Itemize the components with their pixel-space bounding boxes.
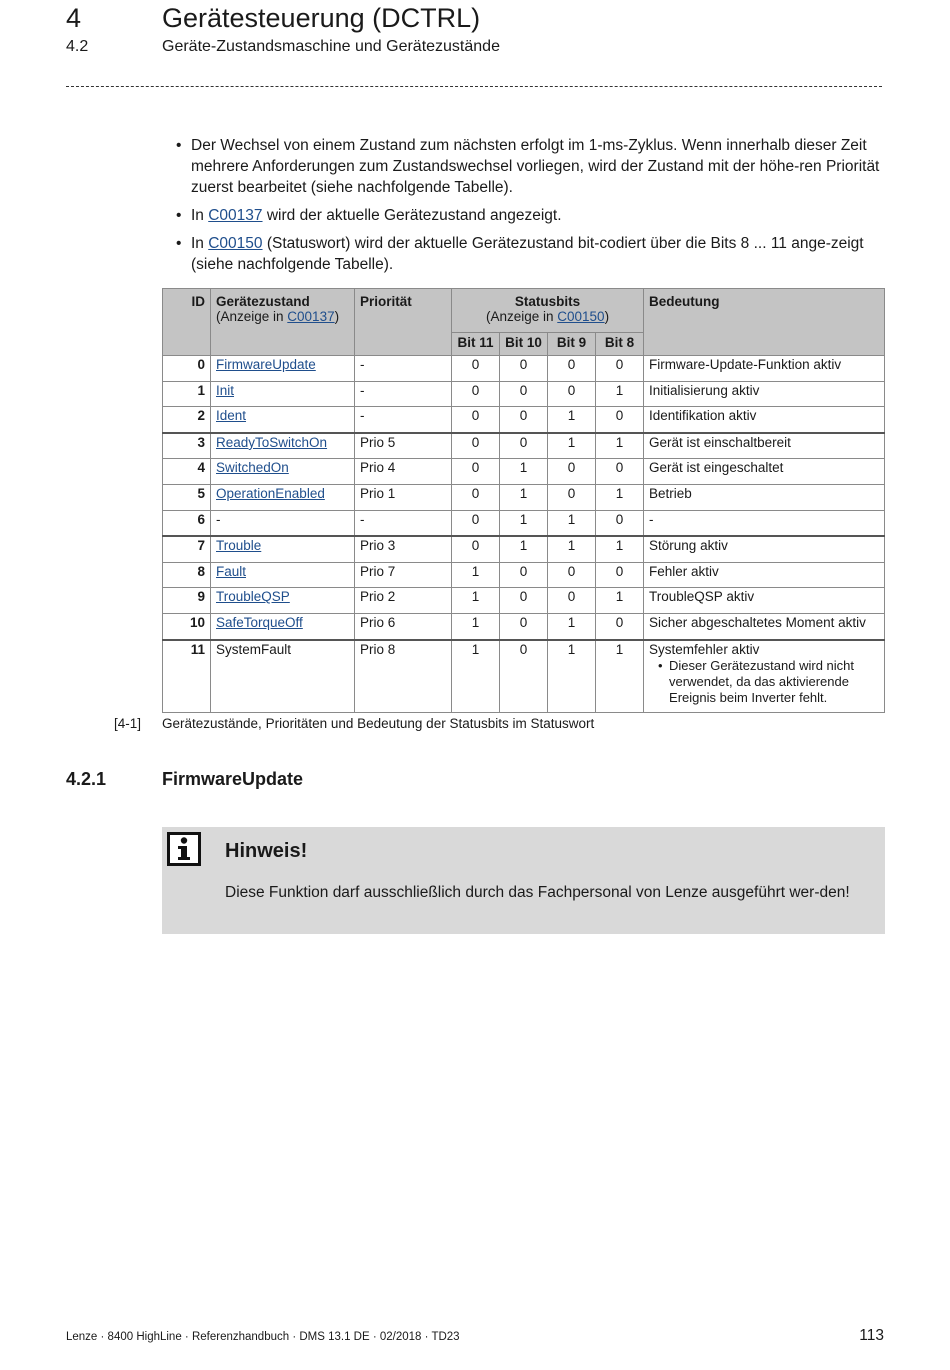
state-meaning: TroubleQSP aktiv (649, 589, 755, 605)
status-bit: 1 (548, 407, 596, 433)
state-id: 6 (163, 510, 211, 536)
state-meaning-cell (644, 484, 885, 510)
status-bit: 1 (452, 613, 500, 639)
state-meaning: Initialisierung aktiv (649, 382, 760, 398)
status-bit: 0 (596, 613, 644, 639)
state-id: 3 (163, 433, 211, 459)
state-priority: Prio 3 (355, 536, 452, 562)
status-bit: 1 (452, 588, 500, 614)
state-name-cell (211, 510, 355, 536)
caption-text: Gerätezustände, Prioritäten und Bedeutung der Statusbits im Statuswort (162, 716, 595, 731)
state-name: - (216, 511, 221, 527)
state-priority: Prio 6 (355, 613, 452, 639)
status-bit: 1 (500, 536, 548, 562)
state-name-cell (211, 459, 355, 485)
state-priority: - (355, 510, 452, 536)
status-bit: 0 (500, 407, 548, 433)
table-row (163, 433, 885, 459)
status-bit: 0 (548, 562, 596, 588)
bullet-text: Der Wechsel von einem Zustand zum nächsten erfolgt im 1-ms-Zyklus. Wenn innerhalb dieser Zeit mehrere Anforderungen zum Zustandswechsel vorliegen, wird der Zustand mit der höhe-ren Priorität zuerst bearbeitet (siehe nachfolgende Tabelle). (191, 137, 880, 196)
state-id: 1 (163, 381, 211, 407)
state-meaning-cell (644, 433, 885, 459)
table-row (163, 484, 885, 510)
device-state-table (162, 288, 885, 713)
status-bit: 0 (452, 536, 500, 562)
state-link[interactable]: Trouble (216, 538, 262, 554)
header-state-sub-suffix: ) (334, 309, 340, 324)
state-meaning-cell (644, 510, 885, 536)
status-bit: 0 (452, 459, 500, 485)
state-meaning: - (649, 511, 654, 527)
status-bit: 1 (596, 433, 644, 459)
header-meaning: Bedeutung (644, 289, 885, 356)
state-link[interactable]: SafeTorqueOff (216, 614, 303, 630)
state-link[interactable]: Ident (216, 408, 247, 424)
status-bit: 0 (500, 381, 548, 407)
status-bit: 0 (596, 459, 644, 485)
state-meaning: Fehler aktiv (649, 563, 719, 579)
status-bit: 0 (452, 433, 500, 459)
header-state-label: Gerätezustand (216, 294, 310, 309)
header-bit-10: Bit 10 (500, 333, 548, 356)
state-priority: - (355, 381, 452, 407)
page-number: 113 (859, 1327, 884, 1344)
state-id: 10 (163, 613, 211, 639)
status-bit: 0 (548, 381, 596, 407)
info-icon (167, 832, 201, 866)
state-meaning: Systemfehler aktiv (649, 641, 760, 657)
header-id: ID (163, 289, 211, 356)
state-priority: Prio 1 (355, 484, 452, 510)
state-meaning-cell (644, 381, 885, 407)
state-name-cell (211, 407, 355, 433)
state-link[interactable]: TroubleQSP (216, 589, 290, 605)
parameter-link[interactable]: C00137 (208, 207, 263, 224)
state-meaning-cell (644, 562, 885, 588)
footer-text: Lenze · 8400 HighLine · Referenzhandbuch · DMS 13.1 DE · 02/2018 · TD23 (66, 1331, 460, 1343)
state-meaning: Betrieb (649, 485, 692, 501)
status-bit: 0 (452, 510, 500, 536)
status-bit: 0 (596, 356, 644, 382)
bullet-text: wird der aktuelle Gerätezustand angezeigt. (262, 207, 562, 224)
state-link[interactable]: Fault (216, 563, 247, 579)
status-bit: 0 (452, 484, 500, 510)
state-note: • Dieser Gerätezustand wird nicht verwendet, da das aktivierende Ereignis beim Inverter fehlt. (649, 658, 879, 706)
status-bit: 0 (500, 640, 548, 713)
state-meaning: Firmware-Update-Funktion aktiv (649, 357, 842, 372)
table-row (163, 381, 885, 407)
status-bit: 0 (500, 613, 548, 639)
state-link[interactable]: FirmwareUpdate (216, 357, 316, 372)
header-state (211, 289, 355, 356)
status-bit: 1 (596, 640, 644, 713)
state-name-cell (211, 484, 355, 510)
table-row (163, 640, 885, 713)
state-meaning: Sicher abgeschaltetes Moment aktiv (649, 614, 866, 630)
state-meaning-cell (644, 588, 885, 614)
status-bit: 1 (548, 613, 596, 639)
bullet-item (176, 205, 882, 226)
status-bit: 0 (548, 356, 596, 382)
caption-number: [4-1] (114, 716, 142, 731)
table-row (163, 562, 885, 588)
state-meaning-cell (644, 613, 885, 639)
chapter-number: 4 (66, 3, 82, 33)
status-bit: 0 (500, 562, 548, 588)
status-bit: 1 (452, 562, 500, 588)
state-priority: - (355, 407, 452, 433)
intro-bullet-list (176, 135, 882, 282)
status-bit: 0 (452, 356, 500, 382)
table-row (163, 613, 885, 639)
state-id: 11 (163, 640, 211, 713)
state-meaning-cell (644, 356, 885, 382)
header-state-link[interactable]: C00137 (287, 309, 335, 324)
status-bit: 0 (596, 407, 644, 433)
status-bit: 1 (596, 588, 644, 614)
table-row (163, 407, 885, 433)
status-bit: 1 (500, 510, 548, 536)
header-bit-9: Bit 9 (548, 333, 596, 356)
state-priority: - (355, 356, 452, 382)
parameter-link[interactable]: C00150 (208, 235, 263, 252)
table-row (163, 588, 885, 614)
status-bit: 1 (548, 640, 596, 713)
table-row (163, 356, 885, 382)
header-statusbits (452, 289, 644, 333)
table-body (163, 356, 885, 713)
state-id: 5 (163, 484, 211, 510)
status-bit: 0 (500, 588, 548, 614)
state-priority: Prio 4 (355, 459, 452, 485)
state-meaning: Gerät ist einschaltbereit (649, 434, 791, 450)
status-bit: 0 (452, 407, 500, 433)
status-bit: 1 (596, 381, 644, 407)
header-statusbits-sub-prefix: (Anzeige in (485, 309, 558, 324)
state-name-cell (211, 613, 355, 639)
note-text: Diese Funktion darf ausschließlich durch das Fachpersonal von Lenze ausgeführt wer-den! (225, 884, 850, 901)
section-number: 4.2 (66, 38, 89, 55)
subsection-title: FirmwareUpdate (162, 769, 304, 789)
header-divider (66, 86, 882, 87)
state-meaning: Störung aktiv (649, 538, 728, 554)
section-title: Geräte-Zustandsmaschine und Gerätezustände (162, 38, 500, 55)
state-name-cell (211, 536, 355, 562)
state-priority: Prio 7 (355, 562, 452, 588)
header-bit-8: Bit 8 (596, 333, 644, 356)
header-priority: Priorität (355, 289, 452, 356)
status-bit: 1 (548, 433, 596, 459)
table-row (163, 510, 885, 536)
table-row (163, 459, 885, 485)
status-bit: 1 (548, 510, 596, 536)
state-id: 9 (163, 588, 211, 614)
bullet-text: In (191, 207, 209, 224)
state-meaning-cell (644, 407, 885, 433)
state-name-cell (211, 588, 355, 614)
status-bit: 1 (596, 484, 644, 510)
chapter-title: Gerätesteuerung (DCTRL) (162, 3, 481, 33)
status-bit: 0 (596, 562, 644, 588)
state-name-cell (211, 381, 355, 407)
bullet-item (176, 135, 882, 198)
header-state-sub (216, 309, 349, 324)
status-bit: 0 (500, 433, 548, 459)
state-id: 8 (163, 562, 211, 588)
state-link[interactable]: ReadyToSwitchOn (216, 434, 328, 450)
status-bit: 0 (548, 484, 596, 510)
state-id: 2 (163, 407, 211, 433)
state-name-cell (211, 640, 355, 713)
state-priority: Prio 5 (355, 433, 452, 459)
state-priority: Prio 2 (355, 588, 452, 614)
bullet-text: In (191, 235, 209, 252)
note-title: Hinweis! (225, 840, 308, 862)
state-name-cell (211, 356, 355, 382)
state-link[interactable]: OperationEnabled (216, 485, 325, 501)
state-id: 0 (163, 356, 211, 382)
state-meaning: Identifikation aktiv (649, 408, 757, 424)
status-bit: 0 (548, 459, 596, 485)
state-id: 7 (163, 536, 211, 562)
header-state-sub-prefix: (Anzeige in (216, 309, 288, 324)
table-row (163, 536, 885, 562)
header-statusbits-label: Statusbits (514, 294, 581, 309)
state-name: SystemFault (216, 641, 292, 657)
bullet-item (176, 233, 882, 275)
bullet-text: (Statuswort) wird der aktuelle Gerätezustand bit-codiert über die Bits 8 ... 11 ange-zeigt (siehe nachfolgende Tabelle). (191, 235, 864, 273)
header-bit-11: Bit 11 (452, 333, 500, 356)
state-id: 4 (163, 459, 211, 485)
status-bit: 1 (500, 459, 548, 485)
state-link[interactable]: Init (216, 382, 235, 398)
state-name-cell (211, 433, 355, 459)
state-link[interactable]: SwitchedOn (216, 460, 289, 476)
state-priority: Prio 8 (355, 640, 452, 713)
state-name-cell (211, 562, 355, 588)
state-meaning-cell (644, 640, 885, 713)
status-bit: 1 (452, 640, 500, 713)
subsection-number: 4.2.1 (66, 769, 107, 789)
status-bit: 0 (596, 510, 644, 536)
state-meaning-cell (644, 536, 885, 562)
header-statusbits-link[interactable]: C00150 (557, 309, 605, 324)
state-meaning: Gerät ist eingeschaltet (649, 460, 784, 476)
status-bit: 0 (548, 588, 596, 614)
status-bit: 0 (500, 356, 548, 382)
status-bit: 1 (548, 536, 596, 562)
header-statusbits-sub (457, 309, 638, 324)
header-statusbits-sub-suffix: ) (604, 309, 610, 324)
state-note-list (649, 658, 879, 706)
status-bit: 0 (452, 381, 500, 407)
state-meaning-cell (644, 459, 885, 485)
status-bit: 1 (596, 536, 644, 562)
status-bit: 1 (500, 484, 548, 510)
